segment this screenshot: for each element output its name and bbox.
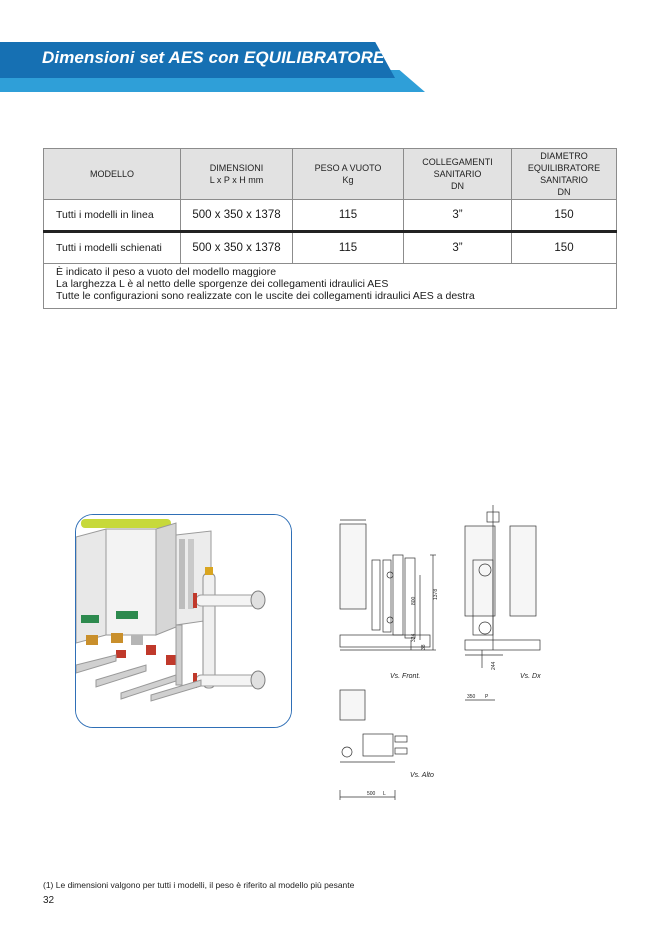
dim-1378: 1378 (433, 588, 439, 600)
note-line: La larghezza L è al netto delle sporgenze dei collegamenti idraulici AES (56, 278, 389, 290)
dim-244: 244 (491, 661, 497, 670)
page-number: 32 (43, 895, 55, 906)
dim-p: P (485, 694, 489, 700)
cell-dims: 500 x 350 x 1378 (181, 232, 293, 264)
cell-model: Tutti i modelli in linea (44, 200, 181, 232)
front-view-label: Vs. Front. (390, 673, 421, 680)
boiler-set-illustration (76, 515, 291, 727)
table-notes (44, 264, 617, 309)
dimension-drawing (335, 500, 550, 810)
product-rendering (75, 514, 292, 728)
dim-350: 350 (467, 694, 476, 700)
dim-38: 38 (421, 644, 427, 650)
dim-l: L (383, 791, 386, 797)
cell-diam: 150 (512, 200, 617, 232)
side-view-label: Vs. Dx (520, 673, 541, 680)
title-banner (0, 42, 425, 92)
note-line: È indicato il peso a vuoto del modello maggiore (56, 266, 277, 278)
dim-800: 800 (411, 596, 417, 605)
header-diametro: DIAMETRO EQUILIBRATORE SANITARIO DN (512, 149, 617, 200)
cell-conn: 3” (404, 232, 512, 264)
header-modello: MODELLO (44, 149, 181, 200)
table-row (44, 200, 617, 232)
cell-conn: 3” (404, 200, 512, 232)
dim-500: 500 (367, 791, 376, 797)
header-peso: PESO A VUOTO Kg (293, 149, 404, 200)
header-collegamenti: COLLEGAMENTI SANITARIO DN (404, 149, 512, 200)
top-view-label: Vs. Alto (410, 772, 434, 779)
footnote: (1) Le dimensioni valgono per tutti i modelli, il peso è riferito al modello più pesante (43, 880, 355, 890)
spec-table (43, 148, 617, 309)
dim-324: 324 (411, 633, 417, 642)
note-line: Tutte le configurazioni sono realizzate con le uscite dei collegamenti idraulici AES a destra (56, 290, 475, 302)
page-title: Dimensioni set AES con EQUILIBRATORE (42, 48, 385, 67)
cell-weight: 115 (293, 200, 404, 232)
technical-drawing (335, 500, 550, 810)
table-row (44, 232, 617, 264)
cell-weight: 115 (293, 232, 404, 264)
table-notes-row (44, 264, 617, 309)
cell-dims: 500 x 350 x 1378 (181, 200, 293, 232)
table-header-row (44, 149, 617, 200)
cell-model: Tutti i modelli schienati (44, 232, 181, 264)
cell-diam: 150 (512, 232, 617, 264)
header-dimensioni: DIMENSIONI L x P x H mm (181, 149, 293, 200)
